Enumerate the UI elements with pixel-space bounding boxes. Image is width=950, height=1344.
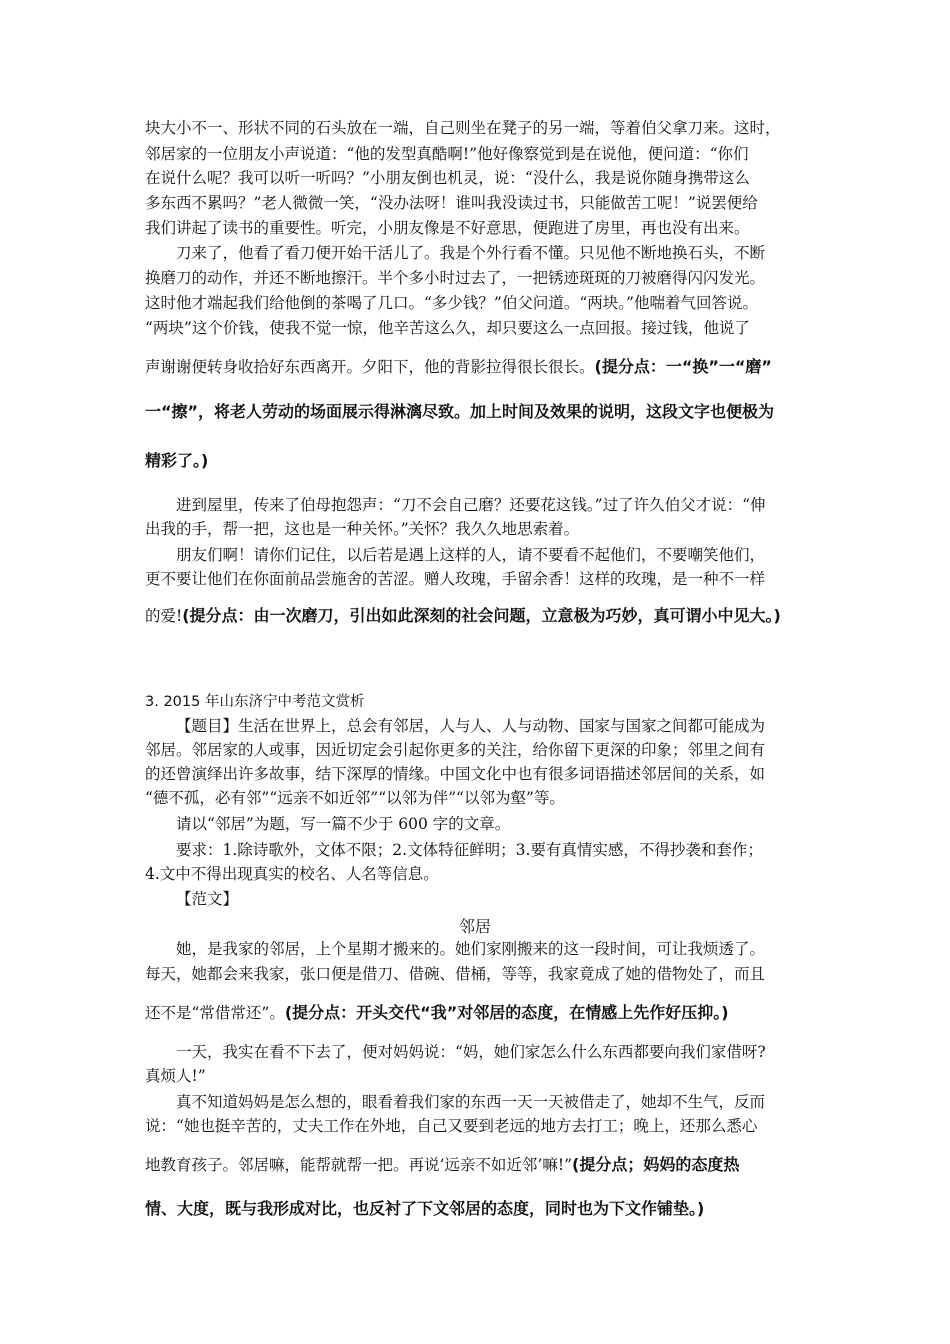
text-span: 地教育孩子。邻居嘛，能帮就帮一把。再说‘远亲不如近邻’嘛!” (145, 1156, 573, 1174)
text-line: 真不知道妈妈是怎么想的，眼看着我们家的东西一天一天被借走了，她却不生气，反而 (176, 1093, 766, 1111)
text-line: 邻居家的一位朋友小声说道：“他的发型真酷啊!”他好像察觉到是在说他，便问道：“你们 (145, 145, 749, 163)
text-span: 还不是“常借常还”。 (145, 1004, 285, 1022)
text-line: 朋友们啊！请你们记住，以后若是遇上这样的人，请不要看不起他们，不要嘲笑他们， (176, 546, 766, 564)
model-essay-label: 【范文】 (176, 890, 239, 908)
text-line: 这时他才端起我们给他倒的茶喝了几口。“多少钱？”伯父问道。“两块。”他喘着气回答说。 (145, 294, 758, 312)
score-note: 精彩了。) (145, 451, 209, 470)
requirement-line: 4.文中不得出现真实的校名、人名等信息。 (145, 865, 439, 883)
prompt-line: 邻居。邻居家的人或事，因近切定会引起你更多的关注，给你留下更深的印象；邻里之间有 (145, 741, 766, 759)
text-line: 更不要让他们在你面前品尝施舍的苦涩。赠人玫瑰，手留余香！这样的玫瑰，是一种不一样 (145, 570, 766, 588)
text-line (145, 1003, 729, 1023)
essay-title: 邻居 (458, 917, 491, 936)
text-span: 声谢谢便转身收拾好东西离开。夕阳下，他的背影拉得很长很长。 (145, 358, 595, 376)
text-line: 换磨刀的动作，并还不断地擦汗。半个多小时过去了，一把锈迹斑斑的刀被磨得闪闪发光。 (145, 269, 766, 287)
text-line (145, 1155, 739, 1175)
score-note: (提分点：由一次磨刀，引出如此深刻的社会问题，立意极为巧妙，真可谓小中见大。) (182, 606, 781, 625)
requirement-line: 要求：1.除诗歌外，文体不限；2.文体特征鲜明；3.要有真情实感，不得抄袭和套作； (176, 841, 763, 859)
prompt-line: 【题目】生活在世界上，总会有邻居，人与人、人与动物、国家与国家之间都可能成为 (176, 717, 766, 735)
text-line: 在说什么呢？我可以听一听吗？”小朋友倒也机灵，说：“没什么，我是说你随身携带这么 (145, 169, 750, 187)
score-note: (提分点；妈妈的态度热 (572, 1155, 740, 1174)
text-line: 刀来了，他看了看刀便开始干活儿了。我是个外行看不懂。只见他不断地换石头，不断 (176, 244, 766, 262)
text-line: 出我的手，帮一把，这也是一种关怀。”关怀？我久久地思索着。 (145, 520, 580, 538)
text-line (145, 357, 772, 377)
score-note: 一“擦”，将老人劳动的场面展示得淋漓尽致。加上时间及效果的说明，这段文字也便极为 (145, 402, 775, 421)
text-line: 进到屋里，传来了伯母抱怨声：“刀不会自己磨？还要花这钱。”过了许久伯父才说：“伸 (176, 496, 766, 514)
text-span: 的爱! (145, 607, 183, 625)
prompt-line: “德不孤，必有邻”“远亲不如近邻”“以邻为伴”“以邻为壑”等。 (145, 789, 565, 807)
text-line: 多东西不累吗？”老人微微一笑，“没办法呀！谁叫我没读过书，只能做苦工呢！”说罢便给 (145, 194, 758, 212)
score-note: 情、大度，既与我形成对比，也反衬了下文邻居的态度，同时也为下文作铺垫。) (145, 1199, 705, 1218)
score-note: (提分点：一“换”一“磨” (594, 357, 772, 376)
text-line: 每天，她都会来我家，张口便是借刀、借碗、借桶，等等，我家竟成了她的借物处了，而且 (145, 965, 766, 983)
text-line: 她，是我家的邻居，上个星期才搬来的。她们家刚搬来的这一段时间，可让我烦透了。 (176, 940, 766, 958)
score-note: (提分点：开头交代“我”对邻居的态度，在情感上先作好压抑。) (284, 1003, 729, 1022)
prompt-line: 的还曾演绎出许多故事，结下深厚的情缘。中国文化中也有很多词语描述邻居间的关系，如 (145, 765, 766, 783)
text-line (145, 606, 781, 626)
text-line: “两块”这个价钱，使我不觉一惊，他辛苦这么久，却只要这么一点回报。接过钱，他说了 (145, 319, 750, 337)
section-heading: 3. 2015 年山东济宁中考范文赏析 (145, 694, 365, 710)
text-line: 真烦人!” (145, 1067, 206, 1085)
text-line: 说：“她也挺辛苦的，丈夫工作在外地，自己又要到老远的地方去打工；晚上，还那么悉心 (145, 1117, 758, 1135)
text-line: 我们讲起了读书的重要性。听完，小朋友像是不好意思，便跑进了房里，再也没有出来。 (145, 219, 750, 237)
text-line: 一天，我实在看不下去了，便对妈妈说：“妈，她们家怎么什么东西都要向我们家借呀? (176, 1043, 766, 1061)
task-line: 请以“邻居”为题，写一篇不少于 600 字的文章。 (176, 815, 511, 833)
text-line: 块大小不一、形状不同的石头放在一端，自己则坐在凳子的另一端，等着伯父拿刀来。这时， (145, 119, 781, 137)
